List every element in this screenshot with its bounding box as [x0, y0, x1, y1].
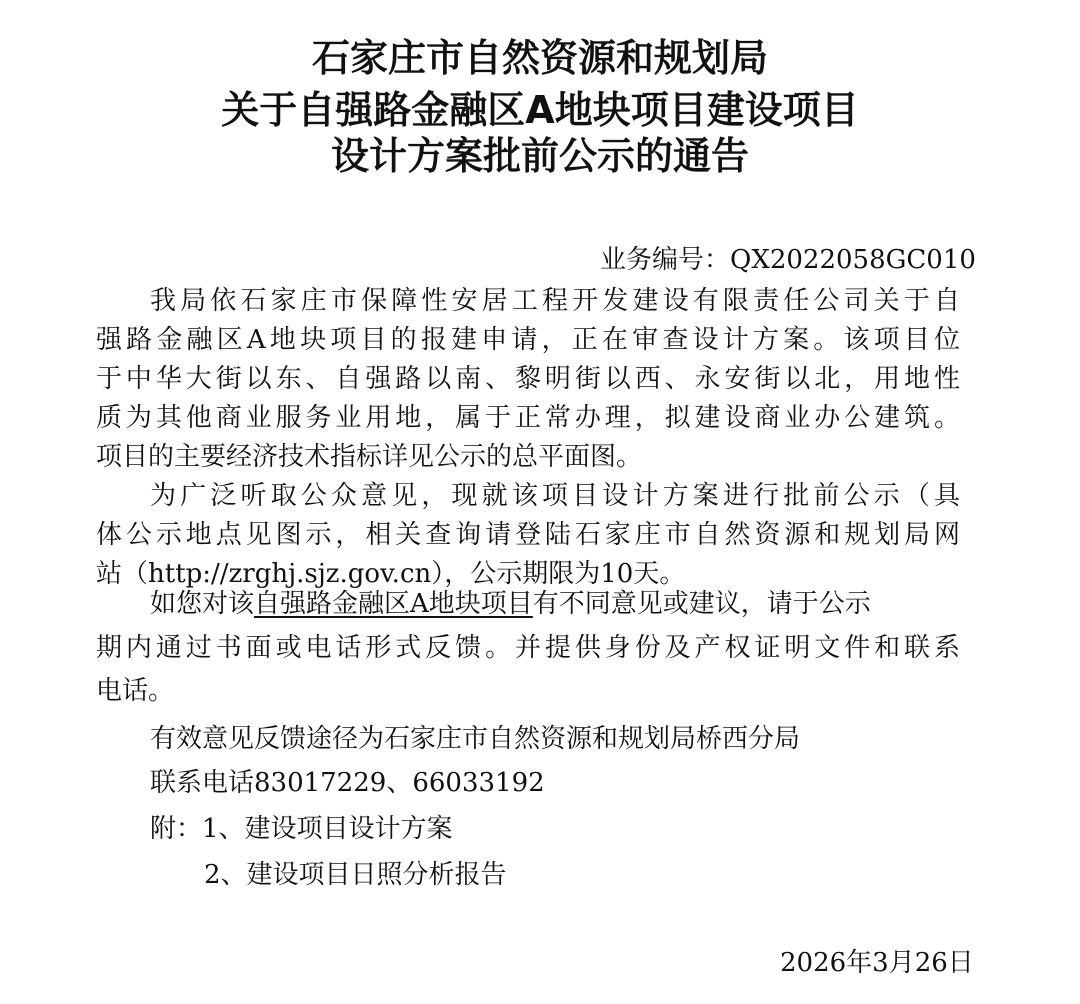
paragraph-line: 强路金融区A地块项目的报建申请，正在审查设计方案。该项目位 — [96, 325, 960, 355]
contact-phone: 联系电话83017229、66033192 — [150, 768, 545, 798]
paragraph-line: 期内通过书面或电话形式反馈。并提供身份及产权证明文件和联系 — [96, 633, 960, 663]
feedback-prefix: 如您对该 — [150, 589, 255, 619]
feedback-channel: 有效意见反馈途径为石家庄市自然资源和规划局桥西分局 — [150, 724, 801, 754]
paragraph-line: 体公示地点见图示，相关查询请登陆石家庄市自然资源和规划局网 — [96, 520, 960, 550]
paragraph-line: 于中华大街以东、自强路以南、黎明街以西、永安街以北，用地性 — [96, 364, 960, 394]
paragraph-line: 站（http://zrghj.sjz.gov.cn），公示期限为10天。 — [96, 559, 686, 589]
paragraph-line: 项目的主要经济技术指标详见公示的总平面图。 — [96, 442, 643, 472]
business-number: 业务编号：QX2022058GC010 — [600, 245, 976, 275]
paragraph-line: 为广泛听取公众意见，现就该项目设计方案进行批前公示（具 — [150, 481, 960, 511]
paragraph-line — [150, 584, 871, 624]
notice-date: 2026年3月26日 — [780, 948, 974, 978]
title-line-3: 设计方案批前公示的通告 — [330, 134, 749, 178]
title-line-2: 关于自强路金融区A地块项目建设项目 — [221, 88, 859, 132]
project-name-underlined: 自强路金融区A地块项目 — [254, 589, 533, 619]
paragraph-line: 电话。 — [96, 676, 175, 706]
attachment-item: 附：1、建设项目设计方案 — [150, 814, 453, 844]
paragraph-line: 我局依石家庄市保障性安居工程开发建设有限责任公司关于自 — [150, 286, 960, 316]
feedback-suffix: 有不同意见或建议，请于公示 — [532, 589, 871, 619]
paragraph-line: 质为其他商业服务业用地，属于正常办理，拟建设商业办公建筑。 — [96, 403, 960, 433]
attachment-item: 2、建设项目日照分析报告 — [204, 860, 507, 890]
title-line-1: 石家庄市自然资源和规划局 — [311, 36, 768, 80]
